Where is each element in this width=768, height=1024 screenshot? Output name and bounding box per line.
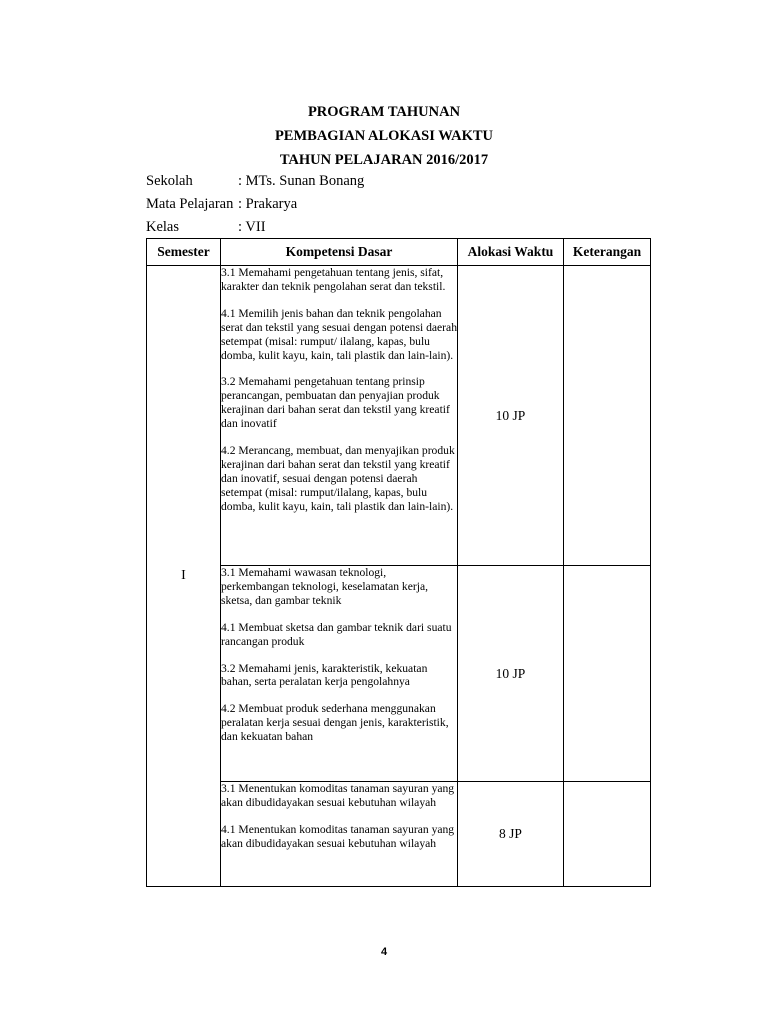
table-row	[147, 566, 651, 782]
kd-item: 4.1 Menentukan komoditas tanaman sayuran yang akan dibudidayakan sesuai kebutuhan wilayah	[221, 822, 455, 850]
info-value: : VII	[238, 219, 266, 235]
info-label: Mata Pelajaran	[146, 196, 234, 212]
header-semester: Semester	[147, 239, 221, 266]
table-row	[147, 782, 651, 887]
semester-cell: I	[147, 266, 221, 887]
kd-item: 4.1 Membuat sketsa dan gambar teknik dari suatu rancangan produk	[221, 620, 452, 648]
info-row-mata-pelajaran	[146, 193, 364, 216]
keterangan-cell	[564, 566, 651, 782]
kd-item: 3.2 Memahami pengetahuan tentang prinsip perancangan, pembuatan dan penyajian produk kerajinan dari bahan serat dan tekstil yang kreatif dan inovatif	[221, 375, 450, 431]
title-line: PEMBAGIAN ALOKASI WAKTU	[274, 128, 494, 144]
info-row-sekolah	[146, 170, 364, 193]
title-line: TAHUN PELAJARAN 2016/2017	[279, 152, 489, 168]
kd-item: 3.1 Memahami wawasan teknologi, perkembangan teknologi, keselamatan kerja, sketsa, dan gambar teknik	[221, 566, 428, 607]
kd-item: 4.2 Membuat produk sederhana menggunakan peralatan kerja sesuai dengan jenis, karakteristik, dan kekuatan bahan	[221, 702, 449, 744]
kd-item: 3.1 Menentukan komoditas tanaman sayuran yang akan dibudidayakan sesuai kebutuhan wilayah	[221, 782, 455, 809]
kd-item: 3.2 Memahami jenis, karakteristik, kekuatan bahan, serta peralatan kerja pengolahnya	[221, 661, 428, 689]
kompetensi-dasar-cell	[221, 266, 458, 566]
kompetensi-dasar-cell	[221, 566, 458, 782]
alokasi-waktu-cell: 8 JP	[458, 782, 564, 887]
info-value: : Prakarya	[238, 196, 298, 212]
kd-item: 4.1 Memilih jenis bahan dan teknik pengolahan serat dan tekstil yang sesuai dengan potensi daerah setempat (misal: rumput/ ilalang, kapas, bulu domba, kulit kayu, kain, tali plastik dan lain-lain).	[221, 306, 457, 362]
header-alokasi-waktu: Alokasi Waktu	[458, 239, 564, 266]
keterangan-cell	[564, 266, 651, 566]
info-label: Sekolah	[146, 173, 193, 189]
alokasi-waktu-cell: 10 JP	[458, 266, 564, 566]
title-line: PROGRAM TAHUNAN	[307, 104, 461, 120]
keterangan-cell	[564, 782, 651, 887]
kompetensi-dasar-cell	[221, 782, 458, 887]
document-title	[0, 100, 768, 172]
info-value: : MTs. Sunan Bonang	[238, 173, 365, 189]
header-keterangan: Keterangan	[564, 239, 651, 266]
kd-item: 3.1 Memahami pengetahuan tentang jenis, sifat, karakter dan teknik pengolahan serat dan tekstil.	[221, 266, 446, 293]
kd-item: 4.2 Merancang, membuat, dan menyajikan produk kerajinan dari bahan serat dan tekstil yang kreatif dan inovatif, sesuai dengan potensi daerah setempat (misal: rumput/ilalang, kapas, bulu domba, kulit kayu, kain, tali plastik dan lain-lain).	[221, 444, 455, 513]
info-label: Kelas	[146, 219, 180, 235]
info-block	[146, 170, 364, 239]
table-row	[147, 266, 651, 566]
header-kompetensi-dasar: Kompetensi Dasar	[221, 239, 458, 266]
program-table	[146, 238, 651, 887]
table-header-row	[147, 239, 651, 266]
alokasi-waktu-cell: 10 JP	[458, 566, 564, 782]
info-row-kelas	[146, 216, 364, 239]
page-number: 4	[380, 946, 388, 958]
